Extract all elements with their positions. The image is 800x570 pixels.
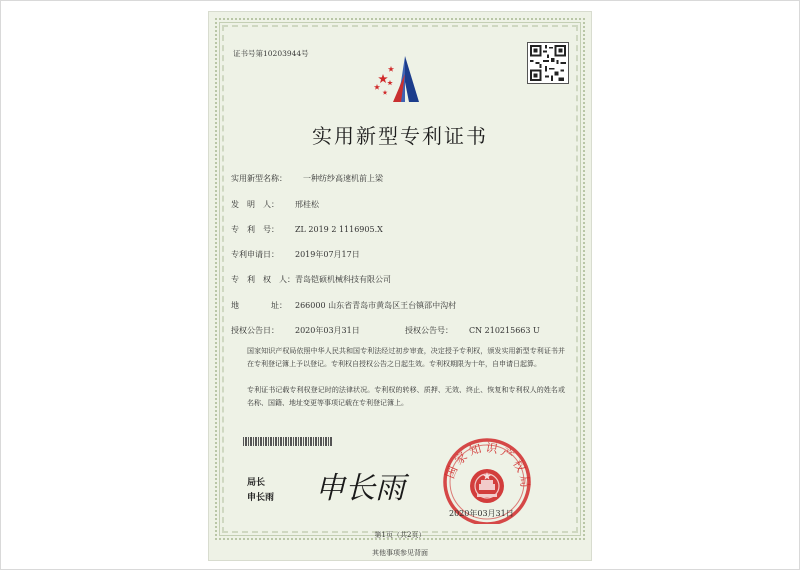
page-number: 第1页（共2页）: [374, 531, 426, 539]
field-value: CN 210215663 U: [469, 326, 540, 335]
director-name: 申长雨: [247, 493, 275, 503]
field-value: 一种纺纱高速机前上梁: [303, 174, 383, 183]
certificate-number: 证书号第10203944号: [233, 49, 309, 58]
footer-note: 其他事项参见背面: [372, 549, 428, 557]
director-signature: [311, 462, 421, 510]
field-patent-number: [231, 224, 383, 235]
field-label: 专利申请日：: [231, 250, 279, 259]
field-label: 授权公告号：: [405, 326, 453, 335]
field-inventor: [231, 199, 319, 210]
field-label: 地 址：: [231, 301, 287, 310]
barcode: [243, 437, 333, 446]
seal-date: 2020年03月31日: [449, 509, 514, 518]
field-label: 实用新型名称：: [231, 174, 287, 183]
field-grant-date: [231, 325, 360, 336]
paragraph-grant-statement: 国家知识产权局依照中华人民共和国专利法经过初步审查，决定授予专利权，颁发实用新型专利证书并在专利登记簿上予以登记。专利权自授权公告之日起生效。专利权期限为十年，自申请日起算。: [247, 347, 565, 368]
field-label: 授权公告日：: [231, 326, 279, 335]
patent-certificate: [209, 12, 591, 560]
field-application-date: [231, 249, 360, 260]
field-value: 2019年07月17日: [295, 250, 360, 259]
field-label: 发 明 人：: [231, 200, 279, 209]
field-value: 邢桂松: [295, 200, 319, 209]
field-value: ZL 2019 2 1116905.X: [295, 225, 383, 234]
national-emblem-icon: [470, 469, 504, 503]
director-title: 局长: [247, 478, 266, 488]
field-value: 2020年03月31日: [295, 326, 360, 335]
field-patentee: [231, 274, 391, 285]
field-utility-model-name: [231, 173, 383, 184]
qr-code-icon: [527, 42, 569, 84]
field-value: 青岛铠硕机械科技有限公司: [295, 275, 391, 284]
seal-text: 国家知识产权局: [442, 440, 533, 492]
field-label: 专 利 权 人：: [231, 275, 295, 284]
field-value: 266000 山东省青岛市黄岛区王台镇邵中沟村: [295, 301, 457, 310]
field-address: [231, 300, 456, 311]
signature-text: 申长雨: [315, 471, 405, 506]
field-grant-number: [405, 325, 540, 336]
field-label: 专 利 号：: [231, 225, 279, 234]
paragraph-legal-status: 专利证书记载专利权登记时的法律状况。专利权的转移、质押、无效、终止、恢复和专利权人的姓名或名称、国籍、地址变更等事项记载在专利登记簿上。: [247, 386, 565, 407]
patent-office-logo: [371, 52, 427, 106]
certificate-title: 实用新型专利证书: [312, 124, 488, 148]
